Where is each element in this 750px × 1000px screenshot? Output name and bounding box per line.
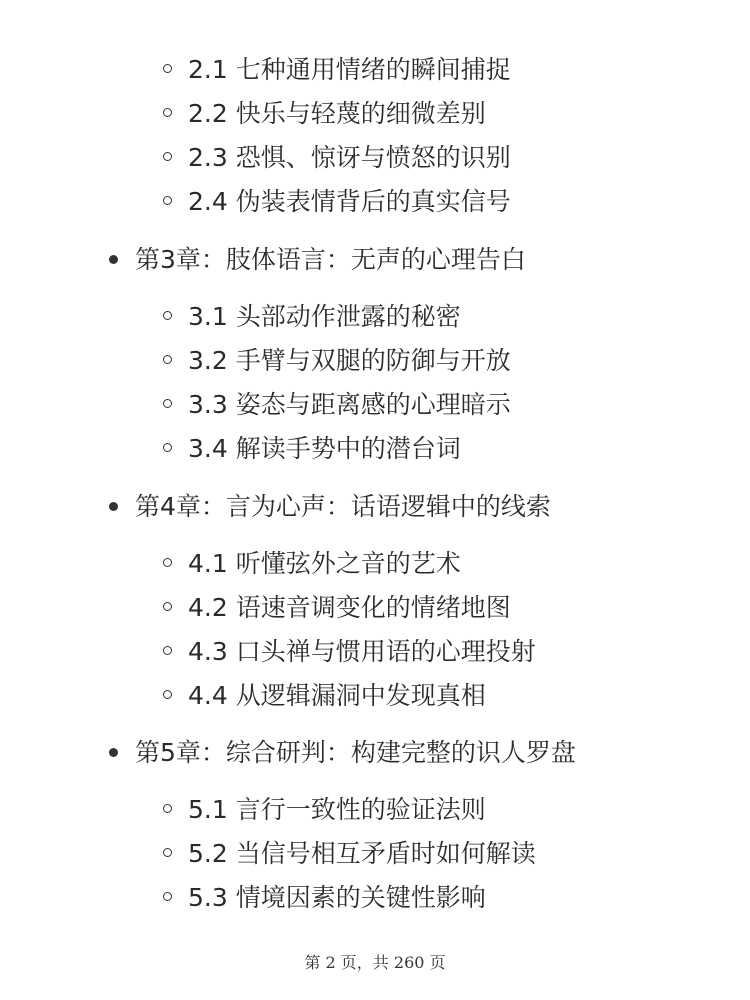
hollow-bullet-icon [163,558,172,567]
toc-chapter-label: 第3章：肢体语言：无声的心理告白 [135,245,526,274]
hollow-bullet-icon [163,64,172,73]
hollow-bullet-icon [163,152,172,161]
filled-bullet-icon [109,502,118,511]
toc-subsection-label: 2.2 快乐与轻蔑的细微差别 [188,99,486,128]
toc-subsection-label: 5.1 言行一致性的验证法则 [188,795,486,824]
toc-subsection-label: 5.3 情境因素的关键性影响 [188,883,486,912]
toc-subsection-label: 2.3 恐惧、惊讶与愤怒的识别 [188,143,511,172]
toc-subsection-label: 4.4 从逻辑漏洞中发现真相 [188,681,486,710]
hollow-bullet-icon [163,108,172,117]
toc-subsection-label: 4.2 语速音调变化的情绪地图 [188,593,511,622]
toc-subsection-label: 3.3 姿态与距离感的心理暗示 [188,390,511,419]
hollow-bullet-icon [163,399,172,408]
toc-subsection-label: 3.1 头部动作泄露的秘密 [188,302,461,331]
toc-chapter-label: 第5章：综合研判：构建完整的识人罗盘 [135,738,576,767]
hollow-bullet-icon [163,804,172,813]
filled-bullet-icon [109,255,118,264]
toc-chapter-label: 第4章：言为心声：话语逻辑中的线索 [135,492,551,521]
hollow-bullet-icon [163,355,172,364]
hollow-bullet-icon [163,311,172,320]
hollow-bullet-icon [163,602,172,611]
toc-subsection-label: 3.2 手臂与双腿的防御与开放 [188,346,511,375]
hollow-bullet-icon [163,646,172,655]
hollow-bullet-icon [163,690,172,699]
toc-subsection-label: 2.1 七种通用情绪的瞬间捕捉 [188,55,511,84]
toc-subsection-label: 4.3 口头禅与惯用语的心理投射 [188,637,536,666]
hollow-bullet-icon [163,196,172,205]
hollow-bullet-icon [163,892,172,901]
filled-bullet-icon [109,748,118,757]
toc-subsection-label: 5.2 当信号相互矛盾时如何解读 [188,839,536,868]
hollow-bullet-icon [163,443,172,452]
toc-subsection-label: 4.1 听懂弦外之音的艺术 [188,549,461,578]
toc-subsection-label: 2.4 伪装表情背后的真实信号 [188,187,511,216]
page-number: 第 2 页，共 260 页 [304,953,446,972]
hollow-bullet-icon [163,848,172,857]
toc-subsection-label: 3.4 解读手势中的潜台词 [188,434,461,463]
